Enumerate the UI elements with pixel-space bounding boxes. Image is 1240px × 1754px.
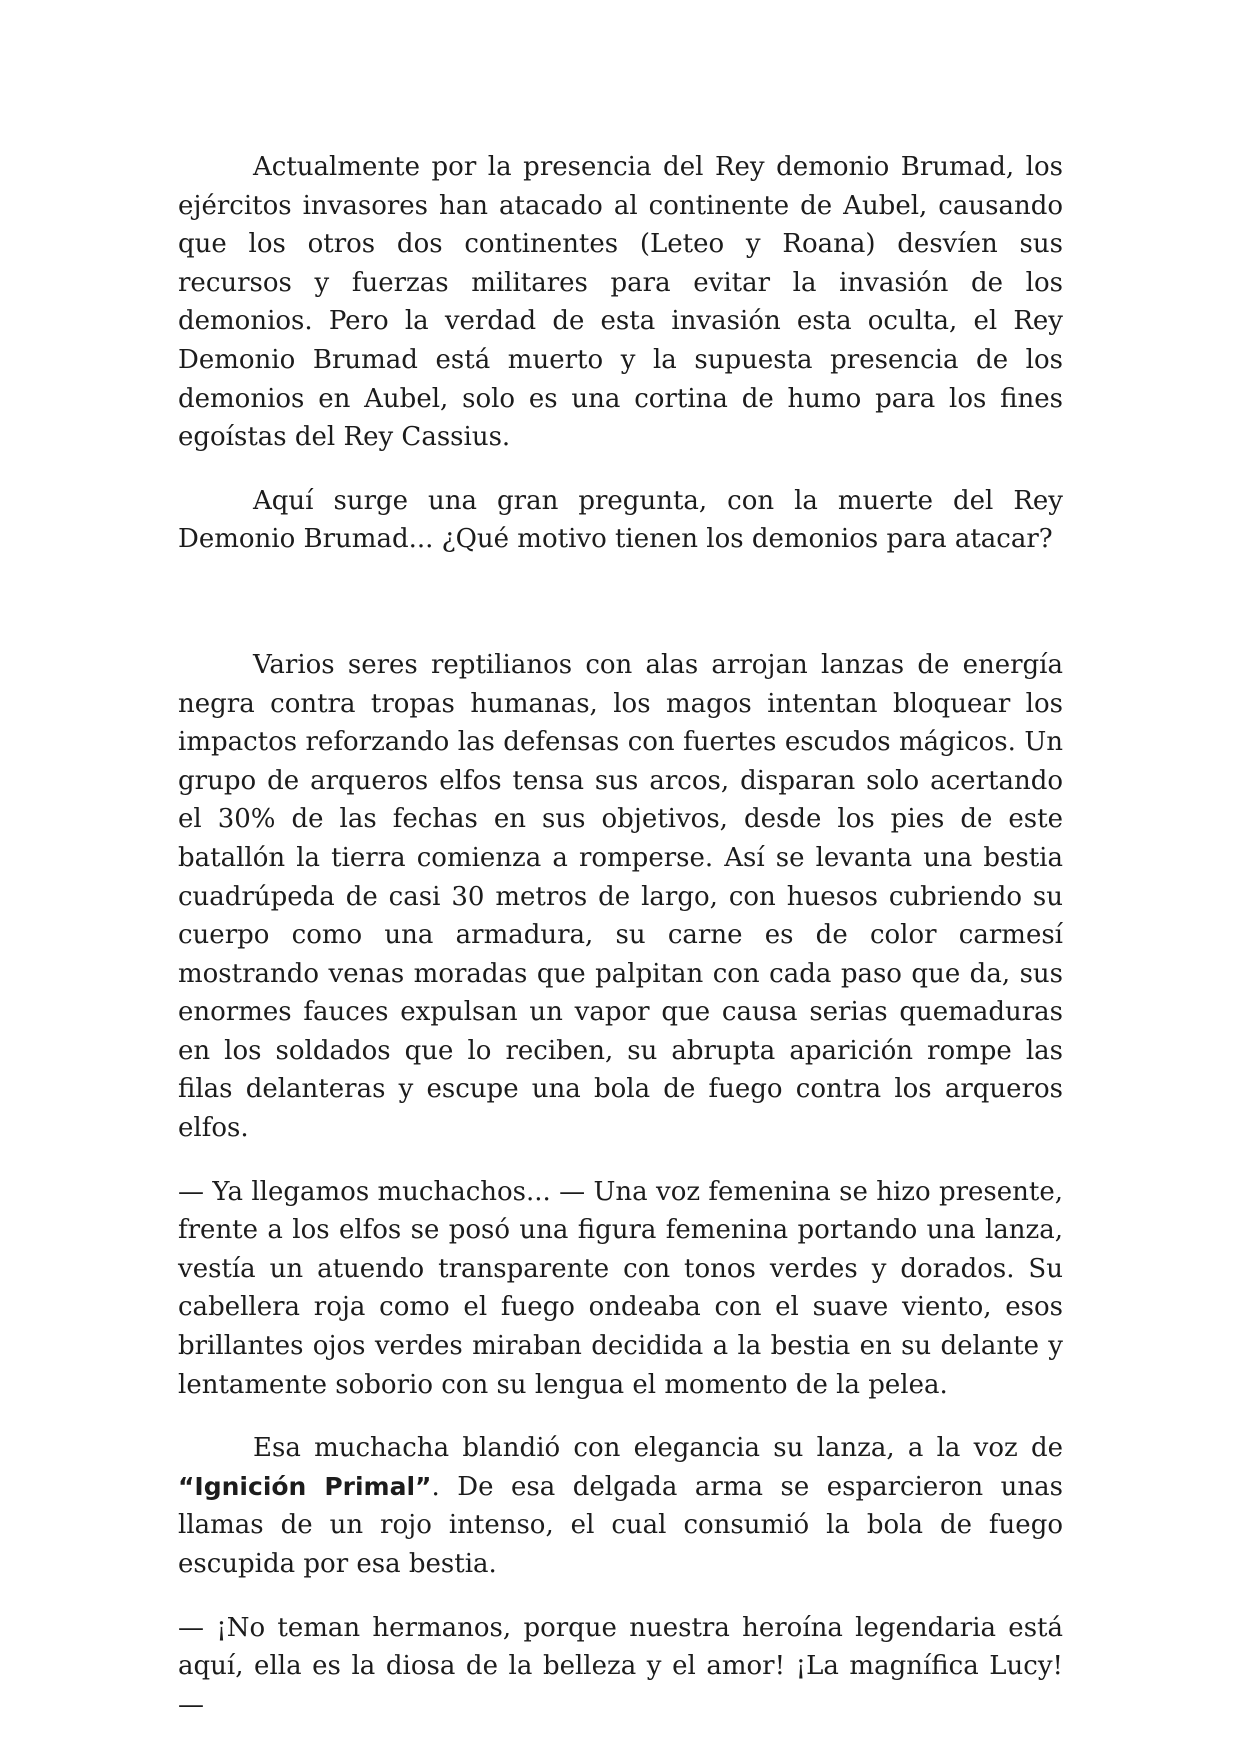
paragraph-5: [178, 1429, 1063, 1583]
spacer: [178, 1148, 1063, 1173]
paragraph-5-text-after: . De esa delgada arma se esparcieron unas llamas de un rojo intenso, el cual consumió la bola de fuego escupida por esa bestia.: [178, 1471, 1064, 1579]
section-break: [178, 559, 1063, 646]
spacer: [178, 1404, 1063, 1429]
paragraph-4-dialogue: — Ya llegamos muchachos... — Una voz femenina se hizo presente, frente a los elfos se posó una figura femenina portando una lanza, vestía un atuendo transparente con tonos verdes y dorados. Su cabellera roja como el fuego ondeaba con el suave viento, esos brillantes ojos verdes miraban decidida a la bestia en su delante y lentamente soborio con su lengua el momento de la pelea.: [178, 1176, 1063, 1400]
spell-name: “Ignición Primal”: [178, 1471, 432, 1501]
paragraph-3: Varios seres reptilianos con alas arrojan lanzas de energía negra contra tropas humanas, los magos intentan bloquear los impactos reforzando las defensas con fuertes escudos mágicos. Un grupo de arqueros elfos tensa sus arcos, disparan solo acertando el 30% de las fechas en sus objetivos, desde los pies de este batallón la tierra comienza a romperse. Así se levanta una bestia cuadrúpeda de casi 30 metros de largo, con huesos cubriendo su cuerpo como una armadura, su carne es de color carmesí mostrando venas moradas que palpitan con cada paso que da, sus enormes fauces expulsan un vapor que causa serias quemaduras en los soldados que lo reciben, su abrupta aparición rompe las filas delanteras y escupe una bola de fuego contra los arqueros elfos.: [178, 649, 1063, 1144]
paragraph-1: Actualmente por la presencia del Rey demonio Brumad, los ejércitos invasores han atacado al continente de Aubel, causando que los otros dos continentes (Leteo y Roana) desvíen sus recursos y fuerzas militares para evitar la invasión de los demonios. Pero la verdad de esta invasión esta oculta, el Rey Demonio Brumad está muerto y la supuesta presencia de los demonios en Aubel, solo es una cortina de humo para los fines egoístas del Rey Cassius.: [178, 152, 1063, 453]
spacer: [178, 457, 1063, 482]
paragraph-5-text-before: Esa muchacha blandió con elegancia su lanza, a la voz de: [253, 1433, 1063, 1464]
paragraph-6-dialogue: — ¡No teman hermanos, porque nuestra heroína legendaria está aquí, ella es la diosa de la belleza y el amor! ¡La magnífica Lucy! —: [178, 1612, 1063, 1720]
page-body: [178, 148, 1063, 1724]
paragraph-2: Aquí surge una gran pregunta, con la muerte del Rey Demonio Brumad... ¿Qué motivo tienen los demonios para atacar?: [178, 485, 1063, 555]
spacer: [178, 1584, 1063, 1609]
